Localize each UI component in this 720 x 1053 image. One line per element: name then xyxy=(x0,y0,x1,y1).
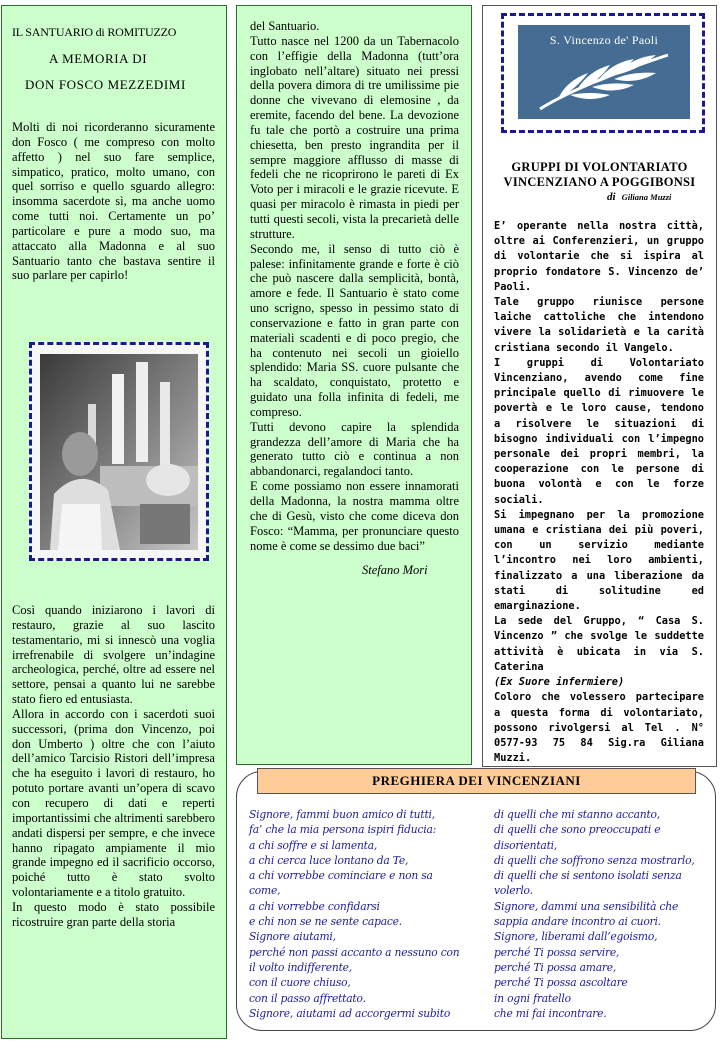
prayer-line: volerlo. xyxy=(494,884,533,898)
prayer-line: con il passo affrettato. xyxy=(249,991,366,1005)
prayer-left-column xyxy=(249,807,489,1021)
prayer-line: Signore, dammi una sensibilità che xyxy=(494,899,679,913)
priest-at-altar-photo xyxy=(40,354,198,550)
paragraph-4: Tutti devono capire la splendida grandezza dell’amore di Maria che ha generato tutto ciò e continua a non abbandonarci, regalandoci tanto. xyxy=(250,419,459,479)
prayer-line: perché Ti possa amare, xyxy=(494,960,617,974)
paragraph-accordo: Allora in accordo con i sacerdoti suoi successori, (prima don Vincenzo, poi don Umberto ) oltre che con l’aiuto dell’amico Tarcisio Ristori dell’impresa che ha eseguito i lavori di restauro, ho potuto portare avanti un’opera di scavo con recupero di dati e reperti importantissimi che altrimenti sarebbero andati dispersi per sempre, e che invece hanno ripagato ampiamente il mio grande impegno ed il sacrificio occorso, poiché tutto è stato svolto volontariamente e a titolo gratuito. xyxy=(12,706,215,900)
paragraph-sede: La sede del Gruppo, “ Casa S. Vincenzo ” che svolge le suddette attività è ubicata in via S. Caterina xyxy=(494,615,704,673)
prayer-line: Signore, liberami dall’egoismo, xyxy=(494,930,658,944)
title-line-2: VINCENZIANO A POGGIBONSI xyxy=(503,175,696,189)
prayer-line: Signore aiutami, xyxy=(249,930,336,944)
paragraph-ex-suore: (Ex Suore infermiere) xyxy=(494,676,625,689)
prayer-line: come, xyxy=(249,884,281,898)
byline-di: di xyxy=(607,191,616,203)
paragraph-contatti: Coloro che volessero partecipare a questa forma di volontariato, possono rivolgersi al Tel . N° 0577-93 75 84 Sig.ra Giliana Muzzi. xyxy=(494,691,704,765)
prayer-line: perché Ti possa servire, xyxy=(494,945,620,959)
article-continued xyxy=(250,19,459,578)
paragraph-storia: In questo modo è stato possibile ricostruire gran parte della storia xyxy=(12,899,215,929)
continuation-text xyxy=(12,603,215,930)
header-line-1: IL SANTUARIO di ROMITUZZO xyxy=(12,25,177,39)
photo-illustration xyxy=(40,354,198,550)
prayer-line: fa’ che la mia persona ispiri fiducia: xyxy=(249,823,437,837)
prayer-line: di quelli che sono preoccupati e xyxy=(494,823,661,837)
prayer-line: il volto indifferente, xyxy=(249,960,352,974)
santuario-header xyxy=(12,25,217,93)
intro-text: Molti di noi ricorderanno sicuramente don Fosco ( me compreso con molto affetto ) nel suo fare semplice, simpatico, pratico, molto umano, con quel sorriso e quello sguardo allegro: insomma sacerdote sì, ma anche uomo come tutti noi. Certamente un po’ particolare e pure a modo suo, ma attaccato alla Madonna e al suo Santuario tanto che bastava sentire il suo parlare per capirlo! xyxy=(12,120,215,283)
paragraph-lavori: Così quando iniziarono i lavori di restauro, grazie al suo lascito testamentario, mi si innescò una voglia irrefrenabile di svolgere un’indagine archeologica, perché, oltre ad essere nel settore, pensai a quanto lui ne sarebbe stato fiero ed entusiasta. xyxy=(12,603,215,707)
paragraph-3: Secondo me, il senso di tutto ciò è palese: infinitamente grande e forte è ciò che può nascere dalla semplicità, bontà, amore e fede. Il Santuario è stato come uno scrigno, spesso in pessimo stato di conservazione e fatto in gran parte con materiali scadenti e di poco pregio, che ha contenuto nei secoli un gioiello splendido: Maria SS. cuore pulsante che ha scaldato, conquistato, protetto e guidato una folla infinita di fedeli, me compreso. xyxy=(250,241,459,419)
logo-text: S. Vincenzo de' Paoli xyxy=(549,33,659,47)
paragraph-fine: I gruppi di Volontariato Vincenziano, avendo come fine principale quello di rimuovere le povertà e le loro cause, tendono a risolvere le situazioni di bisogno individuali con l’impegno personale dei propri membri, la cooperazione con le persone di buona volontà e con le forze sociali. xyxy=(494,356,704,506)
prayer-line: di quelli che soffrono senza mostrarlo, xyxy=(494,853,695,867)
prayer-line: che mi fai incontrare. xyxy=(494,1006,607,1020)
prayer-line: a chi vorrebbe cominciare e non sa xyxy=(249,869,433,883)
paragraph-impegno: Si impegnano per la promozione umana e cristiana dei più poveri, con un servizio mediante l’incontro nei loro ambienti, finalizzato a una liberazione da stati di solitudine ed emarginazione. xyxy=(494,508,704,613)
prayer-line: a chi soffre e si lamenta, xyxy=(249,838,378,852)
prayer-line: Signore, fammi buon amico di tutti, xyxy=(249,808,435,821)
san-vincenzo-logo xyxy=(518,25,690,119)
prayer-line: e chi non se ne sente capace. xyxy=(249,915,403,929)
paragraph-2: Tutto nasce nel 1200 da un Tabernacolo con l’effigie della Madonna (tutt’ora inglobato nell’altare) situato nei pressi della povera dimora di tre umilissime pie donne che vivevano di elemosine , da eremite, facendo del bene. La devozione fu tale che portò a costruire una prima chiesetta, ben presto ingrandita per il sempre maggiore afflusso di masse di fedeli che ne ricoprirono le pareti di Ex Voto per i miracoli e le grazie ricevute. E quasi per miracolo è rimasta in piedi per tutti questi secoli, vista la precarietà delle strutture. xyxy=(250,33,459,241)
prayer-line: con il cuore chiuso, xyxy=(249,976,351,990)
intro-paragraph xyxy=(12,120,215,283)
prayer-line: in ogni fratello xyxy=(494,991,571,1005)
prayer-line: disorientati, xyxy=(494,838,558,852)
byline-author: Giliana Muzzi xyxy=(621,192,672,202)
vincenziani-body xyxy=(494,219,704,766)
palm-branch-icon xyxy=(518,25,690,119)
paragraph-operante: E’ operante nella nostra città, oltre ai Conferenzieri, un gruppo di volontarie che si ispira al proprio fondatore S. Vincenzo de’ Paoli. xyxy=(494,220,704,293)
vincenziani-title xyxy=(490,160,709,190)
paragraph-gruppo: Tale gruppo riunisce persone laiche cattoliche che intendono vivere la solidarietà e la carità cristiana secondo il Vangelo. xyxy=(494,296,704,354)
prayer-line: Signore, aiutami ad accorgermi subito xyxy=(249,1006,451,1020)
photo-frame xyxy=(29,342,209,561)
logo-frame xyxy=(501,13,705,133)
title-line-1: GRUPPI DI VOLONTARIATO xyxy=(511,160,688,174)
paragraph-5: E come possiamo non essere innamorati della Madonna, la nostra mamma oltre che di Gesù, visto che come diceva don Fosco: “Mamma, per pronunciare questo nome è come se dessimo due baci” xyxy=(250,479,459,553)
prayer-right-column xyxy=(494,807,709,1021)
prayer-line: di quelli che si sentono isolati senza xyxy=(494,869,682,883)
prayer-title: PREGHIERA DEI VINCENZIANI xyxy=(257,768,696,794)
author-signature: Stefano Mori xyxy=(362,563,428,578)
prayer-line: a chi cerca luce lontano da Te, xyxy=(249,853,409,867)
prayer-line: a chi vorrebbe confidarsi xyxy=(249,899,380,913)
prayer-line: di quelli che mi stanno accanto, xyxy=(494,808,660,821)
byline xyxy=(607,191,671,203)
prayer-line: perché Ti possa ascoltare xyxy=(494,976,628,990)
prayer-line: perché non passi accanto a nessuno con xyxy=(249,945,460,959)
prayer-line: sappia andare incontro ai cuori. xyxy=(494,915,661,929)
header-line-3: DON FOSCO MEZZEDIMI xyxy=(25,77,186,92)
header-line-2: A MEMORIA DI xyxy=(49,51,148,66)
paragraph-1: del Santuario. xyxy=(250,19,320,33)
